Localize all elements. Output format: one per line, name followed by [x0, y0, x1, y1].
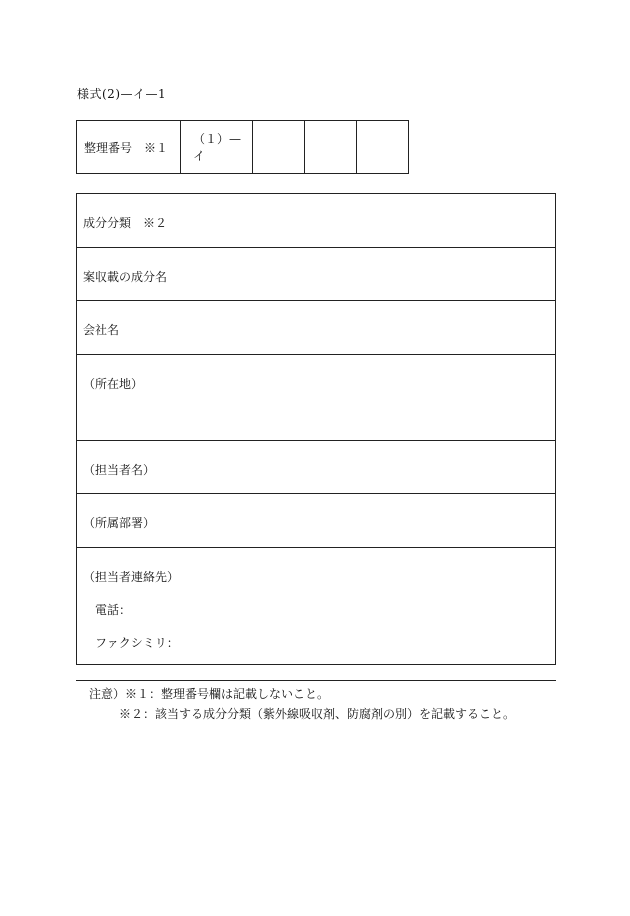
reference-number-cell-3 [357, 121, 409, 174]
phone-label: 電話： [95, 602, 132, 617]
note-2: ※２：該当する成分分類（紫外線吸収剤、防腐剤の別）を記載すること。 [119, 707, 516, 721]
company-row [77, 301, 555, 355]
fax-label: ファクシミリ： [95, 635, 179, 650]
category-label: 成分分類 ※２ [83, 216, 168, 230]
contact-row [77, 548, 555, 664]
reference-number-table [76, 120, 409, 174]
form-code: 様式(2)—イ—1 [77, 87, 167, 101]
application-form-box [76, 193, 556, 665]
reference-number-code: （１）—イ [181, 121, 253, 174]
person-row [77, 441, 555, 495]
category-row [77, 194, 555, 248]
reference-number-cell-2 [305, 121, 357, 174]
note-1: 注意）※１：整理番号欄は記載しないこと。 [89, 687, 330, 701]
reference-number-row [77, 121, 409, 174]
department-label: （所属部署） [83, 516, 156, 530]
company-label: 会社名 [83, 323, 120, 337]
reference-number-label: 整理番号 ※１ [77, 121, 181, 174]
address-row [77, 355, 555, 441]
ingredient-name-row [77, 248, 555, 302]
ingredient-name-label: 案収載の成分名 [83, 269, 168, 284]
reference-number-cell-1 [253, 121, 305, 174]
address-label: （所在地） [83, 376, 144, 391]
notes [76, 680, 556, 724]
department-row [77, 494, 555, 548]
person-label: （担当者名） [83, 462, 156, 477]
contact-label: （担当者連絡先） [83, 569, 180, 584]
